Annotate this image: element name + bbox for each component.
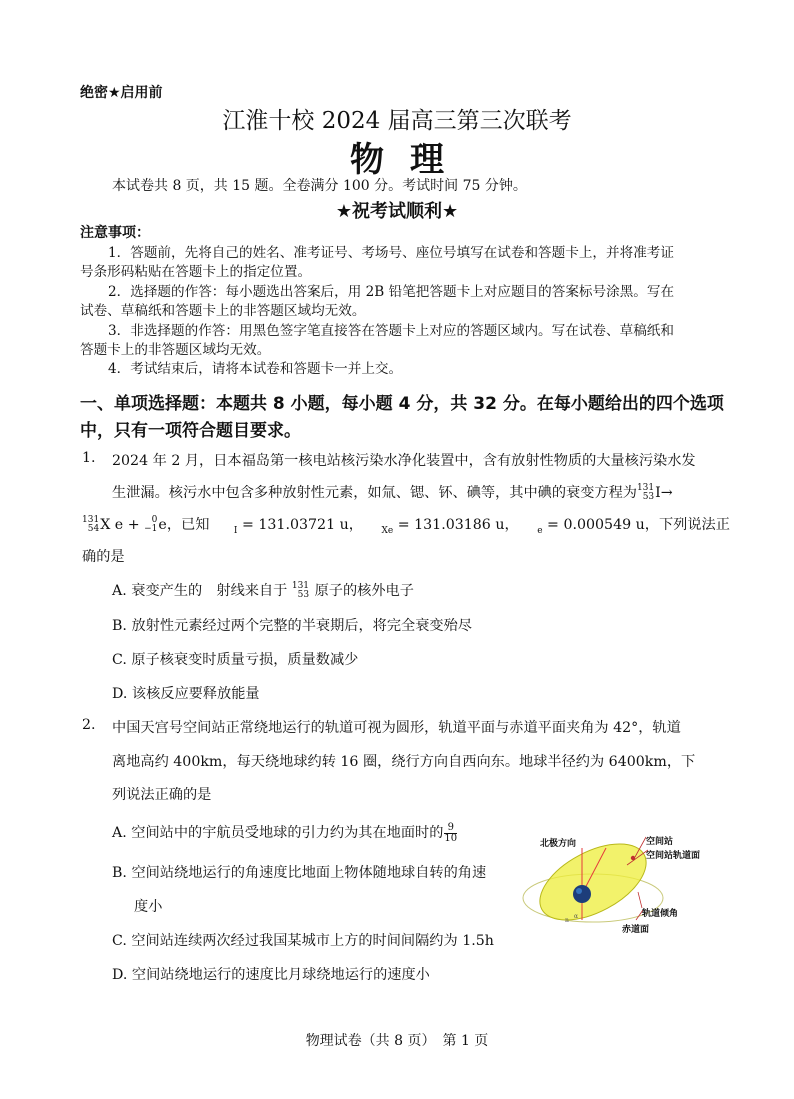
- label-n: n: [565, 917, 569, 924]
- notice-line: 答题卡上的非答题区域均无效。: [80, 342, 271, 358]
- option-d: D. 空间站绕地运行的速度比月球绕地运行的速度小: [112, 967, 430, 983]
- element-symbol: e: [158, 517, 167, 533]
- label-orbit-plane: 空间站轨道面: [646, 851, 701, 861]
- exam-info: 本试卷共 8 页，共 15 题。全卷满分 100 分。考试时间 75 分钟。: [112, 178, 527, 194]
- arrow-symbol: →: [660, 485, 673, 501]
- question-text: ，已知: [166, 517, 210, 533]
- label-tilt: 轨道倾角: [642, 909, 679, 919]
- notice-line: 3．非选择题的作答：用黑色签字笔直接答在答题卡上对应的答题区域内。写在试卷、草稿纸和: [108, 323, 674, 339]
- section-heading: 一、单项选择题：本题共 8 小题，每小题 4 分，共 32 分。在每小题给出的四个选项: [80, 394, 724, 414]
- label-alpha: α: [574, 913, 579, 920]
- option-b-continued: 度小: [134, 899, 163, 915]
- question-text: 确的是: [82, 549, 125, 565]
- label-north: 北极方向: [540, 839, 577, 849]
- label-station: 空间站: [646, 837, 674, 847]
- option-a: [112, 822, 458, 844]
- plus-symbol: +: [127, 517, 140, 533]
- fraction: $\frac{9}{10}$: [444, 821, 458, 844]
- equation-line: [82, 514, 730, 536]
- isotope-index: 0 −1: [144, 515, 158, 534]
- option-text: A. 衰变产生的 射线来自于: [112, 583, 288, 599]
- label-equator: 赤道面: [622, 925, 650, 935]
- mass-value: = 131.03721 u，: [241, 517, 363, 533]
- section-heading: 中，只有一项符合题目要求。: [80, 421, 301, 441]
- question-text: 2024 年 2 月，日本福岛第一核电站核污染水净化装置中，含有放射性物质的大量核污染水发: [112, 453, 696, 469]
- option-c: C. 原子核衰变时质量亏损，质量数减少: [112, 652, 359, 668]
- mass-subscript: I: [233, 526, 238, 536]
- mass-subscript: Xe: [381, 526, 394, 536]
- notice-line: 号条形码粘贴在答题卡上的指定位置。: [80, 264, 312, 280]
- exam-title: 江淮十校 2024 届高三第三次联考: [222, 108, 572, 134]
- notice-line: 2．选择题的作答：每小题选出答案后，用 2B 铅笔把答题卡上对应题目的答案标号涂黑。写在: [108, 284, 675, 300]
- page-footer: 物理试卷（共 8 页） 第 1 页: [305, 1033, 489, 1049]
- notice-heading: 注意事项：: [80, 225, 150, 241]
- option-b: B. 放射性元素经过两个完整的半衰期后，将完全衰变殆尽: [112, 618, 472, 634]
- element-symbol: X e: [100, 517, 124, 533]
- isotope-index: 131 53: [291, 581, 310, 600]
- mass-subscript: e: [537, 526, 543, 536]
- question-number: 1.: [82, 450, 96, 466]
- confidential-mark: 绝密★启用前: [80, 85, 163, 101]
- question-text: 列说法正确的是: [112, 787, 212, 803]
- option-c: C. 空间站连续两次经过我国某城市上方的时间间隔约为 1.5h: [112, 933, 494, 949]
- isotope-index: 131 53: [636, 483, 655, 502]
- question-text: 离地高约 400km，每天绕地球约转 16 圈，绕行方向自西向东。地球半径约为 6400km，下: [112, 754, 696, 770]
- option-text: A. 空间站中的宇航员受地球的引力约为其在地面时的: [112, 825, 444, 841]
- mass-value: = 0.000549 u，下列说法正: [547, 517, 730, 533]
- notice-line: 4．考试结束后，请将本试卷和答题卡一并上交。: [108, 361, 403, 377]
- question-text: 中国天宫号空间站正常绕地运行的轨道可视为圆形，轨道平面与赤道平面夹角为 42°，轨道: [112, 720, 681, 736]
- option-a: [112, 580, 414, 600]
- question-number: 2.: [82, 717, 96, 733]
- question-text: 生泄漏。核污水中包含多种放射性元素，如氚、锶、钚、碘等，其中碘的衰变方程为: [112, 485, 637, 501]
- mass-value: = 131.03186 u，: [397, 517, 519, 533]
- isotope-index: 131 54: [82, 515, 100, 534]
- option-text: 原子的核外电子: [314, 583, 414, 599]
- option-b: B. 空间站绕地运行的角速度比地面上物体随地球自转的角速: [112, 865, 487, 881]
- element-symbol: I: [655, 485, 661, 501]
- good-luck-banner: ★祝考试顺利★: [335, 201, 459, 222]
- orbit-diagram: [518, 820, 718, 950]
- earth-icon: [573, 885, 591, 903]
- notice-line: 试卷、草稿纸和答题卡上的非答题区域均无效。: [80, 303, 366, 319]
- subject-title: 物理: [350, 140, 470, 180]
- option-d: D. 该核反应要释放能量: [112, 686, 260, 702]
- notice-line: 1．答题前，先将自己的姓名、准考证号、考场号、座位号填写在试卷和答题卡上，并将准考证: [108, 245, 674, 261]
- question-text-line: [112, 482, 673, 502]
